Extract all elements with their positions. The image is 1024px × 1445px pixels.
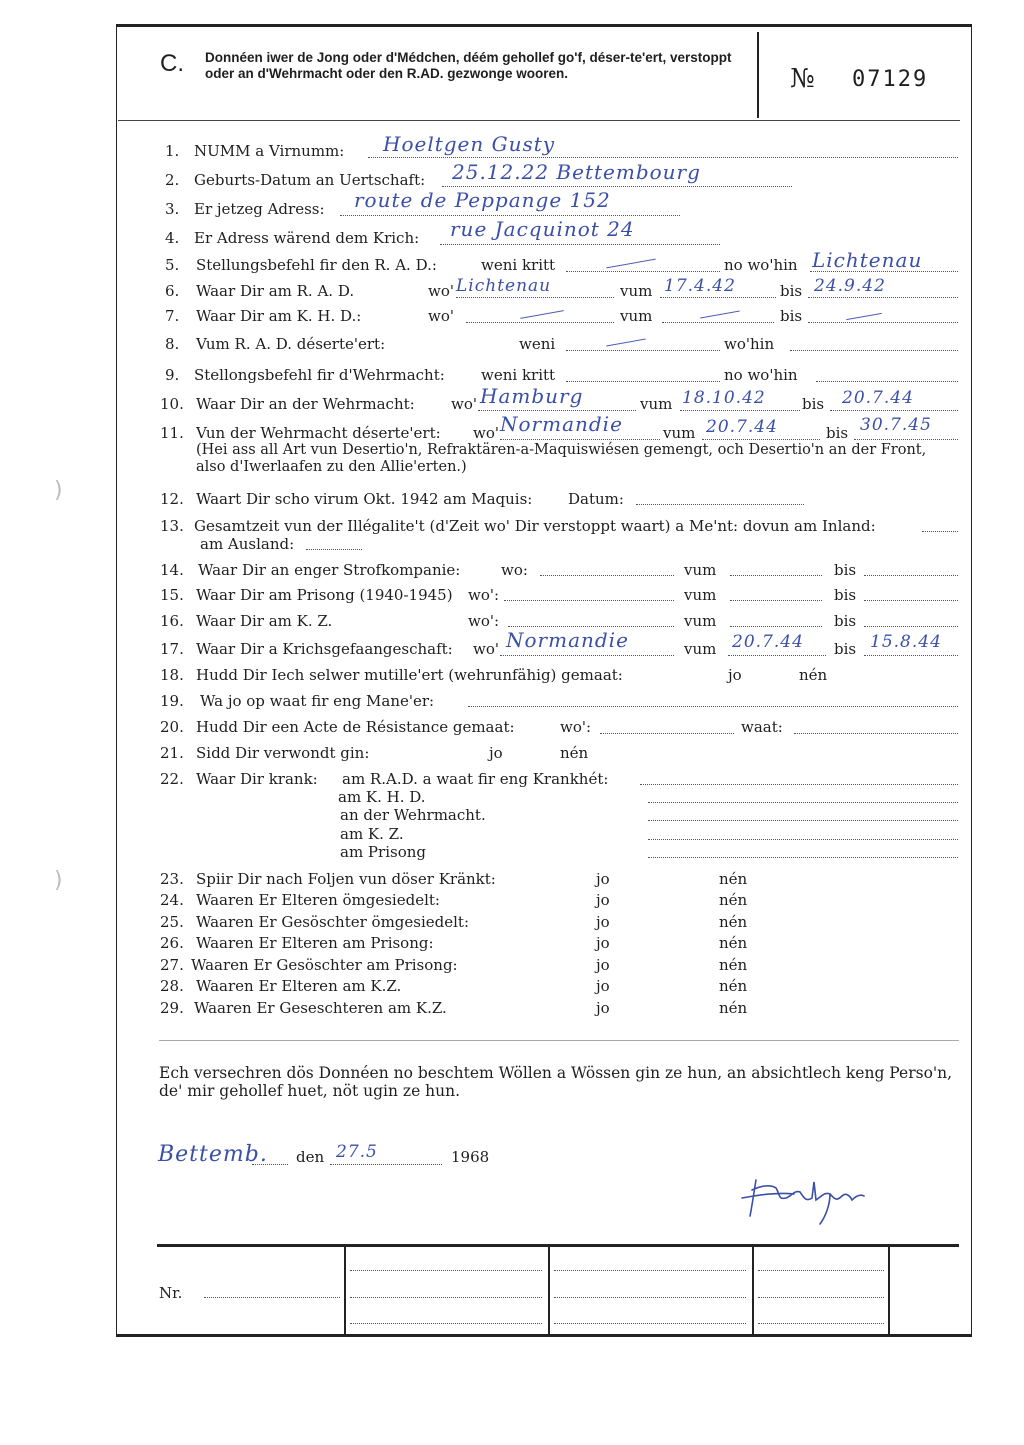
- binder-hole-mark: ): [54, 868, 63, 893]
- label-no-wohin: no wo'hin: [724, 256, 798, 274]
- item-number: 7.: [165, 307, 180, 325]
- handwritten-wehrmacht-place: Hamburg: [480, 384, 584, 408]
- label-sick-kz: am K. Z.: [340, 825, 404, 843]
- field-line: [854, 439, 958, 440]
- item-number: 27.: [160, 956, 184, 974]
- item-number: 15.: [160, 586, 184, 604]
- document-number: 07129: [852, 67, 929, 92]
- label-bis: bis: [834, 561, 857, 579]
- option-jo: jo: [596, 956, 610, 974]
- label-address: Er jetzeg Adress:: [194, 200, 325, 218]
- handwritten-pow-from: 20.7.44: [732, 632, 804, 652]
- handwritten-pow-to: 15.8.44: [870, 632, 942, 652]
- field-line: [600, 733, 734, 734]
- field-line: [636, 504, 804, 505]
- field-line: [566, 381, 720, 382]
- item-number: 14.: [160, 561, 184, 579]
- label-resistance: Hudd Dir een Acte de Résistance gemaat:: [196, 718, 515, 736]
- label-wo: wo': [428, 282, 454, 300]
- field-line: [340, 215, 680, 216]
- label-waat: waat:: [741, 718, 783, 736]
- handwritten-war-address: rue Jacquinot 24: [450, 217, 635, 241]
- field-line: [442, 186, 792, 187]
- label-pow: Waar Dir a Krichsgefaangeschaft:: [196, 640, 453, 658]
- label-wo: wo': [473, 424, 499, 442]
- field-line: [728, 655, 826, 656]
- label-vum: vum: [620, 282, 653, 300]
- section-rule: [159, 1040, 959, 1041]
- field-line: [790, 350, 958, 351]
- handwritten-desert-to: 30.7.45: [860, 415, 932, 435]
- item-number: 4.: [165, 229, 180, 247]
- label-bis: bis: [780, 307, 803, 325]
- item-number: 1.: [165, 142, 180, 160]
- label-wo: wo': [428, 307, 454, 325]
- label-rad-desert: Vum R. A. D. déserte'ert:: [196, 335, 386, 353]
- item-number: 5.: [165, 256, 180, 274]
- item-number: 25.: [160, 913, 184, 931]
- field-line: [648, 820, 958, 821]
- option-nen: nén: [719, 934, 748, 952]
- item-number: 24.: [160, 891, 184, 909]
- option-jo: jo: [596, 913, 610, 931]
- option-jo: jo: [596, 934, 610, 952]
- label-wo: wo':: [468, 612, 500, 630]
- field-line: [478, 410, 636, 411]
- field-line: [368, 157, 958, 158]
- handwritten-wehrmacht-to: 20.7.44: [842, 388, 914, 408]
- label-wo: wo':: [560, 718, 592, 736]
- item-number: 8.: [165, 335, 180, 353]
- field-line: [554, 1270, 746, 1271]
- option-nen: nén: [719, 999, 748, 1017]
- item-number: 9.: [165, 366, 180, 384]
- label-vum: vum: [620, 307, 653, 325]
- item-number: 29.: [160, 999, 184, 1017]
- label-maquis: Waart Dir scho virum Okt. 1942 am Maquis:: [196, 490, 533, 508]
- item-number: 12.: [160, 490, 184, 508]
- label-parents-resettled: Waaren Er Elteren ömgesiedelt:: [196, 891, 440, 909]
- item-number: 19.: [160, 692, 184, 710]
- label-datum: Datum:: [568, 490, 624, 508]
- field-line: [794, 733, 958, 734]
- field-line: [330, 1164, 442, 1165]
- label-weni-kritt: weni kritt: [481, 366, 556, 384]
- label-wohin: wo'hin: [724, 335, 775, 353]
- item-number: 6.: [165, 282, 180, 300]
- field-line: [306, 549, 362, 550]
- field-line: [680, 410, 800, 411]
- label-wehrmacht-desert: Vun der Wehrmacht déserte'ert:: [196, 424, 441, 442]
- field-line: [554, 1297, 746, 1298]
- label-vum: vum: [663, 424, 696, 442]
- label-no-wohin: no wo'hin: [724, 366, 798, 384]
- table-bottom-rule: [116, 1334, 972, 1337]
- field-line: [808, 297, 958, 298]
- item-number: 17.: [160, 640, 184, 658]
- table-divider: [344, 1244, 346, 1336]
- item-number: 18.: [160, 666, 184, 684]
- item-number: 13.: [160, 517, 184, 535]
- option-nen: nén: [799, 666, 828, 684]
- field-line: [456, 297, 614, 298]
- option-nen: nén: [719, 977, 748, 995]
- label-vum: vum: [684, 586, 717, 604]
- label-prisong: Waar Dir am Prisong (1940-1945): [196, 586, 453, 604]
- handwritten-rad-to: 24.9.42: [814, 276, 886, 296]
- label-bis: bis: [780, 282, 803, 300]
- label-sick-khd: am K. H. D.: [338, 788, 426, 806]
- handwritten-place: Bettemb.: [158, 1142, 268, 1167]
- option-jo: jo: [596, 999, 610, 1017]
- label-siblings-resettled: Waaren Er Gesöschter ömgesiedelt:: [196, 913, 470, 931]
- field-line: [440, 244, 720, 245]
- field-line: [504, 600, 674, 601]
- field-line: [864, 575, 958, 576]
- binder-hole-mark: ): [54, 478, 63, 503]
- label-bis: bis: [834, 586, 857, 604]
- label-wo: wo':: [468, 586, 500, 604]
- field-line: [566, 350, 720, 351]
- label-khd: Waar Dir am K. H. D.:: [196, 307, 362, 325]
- handwritten-birth: 25.12.22 Bettembourg: [452, 160, 701, 184]
- label-vum: vum: [684, 561, 717, 579]
- label-parents-kz: Waaren Er Elteren am K.Z.: [196, 977, 402, 995]
- signing-year: 1968: [451, 1148, 490, 1166]
- field-line: [540, 575, 674, 576]
- handwritten-date: 27.5: [336, 1142, 378, 1162]
- field-line: [702, 439, 820, 440]
- field-line: [730, 600, 822, 601]
- label-bis: bis: [834, 612, 857, 630]
- field-line: [500, 655, 674, 656]
- label-parents-prison: Waaren Er Elteren am Prisong:: [196, 934, 434, 952]
- signature: [734, 1168, 870, 1228]
- label-manner: Wa jo op waat fir eng Mane'er:: [200, 692, 435, 710]
- field-line: [864, 655, 958, 656]
- label-siblings-kz: Waaren Er Geseschteren am K.Z.: [194, 999, 447, 1017]
- field-line: [730, 626, 822, 627]
- label-sick: Waar Dir krank:: [196, 770, 318, 788]
- field-line: [758, 1270, 884, 1271]
- field-line: [252, 1164, 288, 1165]
- field-line: [830, 410, 958, 411]
- header-rule: [118, 120, 960, 121]
- label-wo: wo': [473, 640, 499, 658]
- option-jo: jo: [596, 870, 610, 888]
- handwritten-desert-from: 20.7.44: [706, 417, 778, 437]
- field-line: [204, 1297, 340, 1298]
- item-number: 21.: [160, 744, 184, 762]
- field-line: [864, 600, 958, 601]
- label-war-address: Er Adress wärend dem Krich:: [194, 229, 420, 247]
- number-sign: №: [790, 64, 815, 94]
- field-line: [758, 1323, 884, 1324]
- label-rad-order: Stellungsbefehl fir den R. A. D.:: [196, 256, 437, 274]
- item-number: 28.: [160, 977, 184, 995]
- option-jo: jo: [728, 666, 742, 684]
- label-vum: vum: [640, 395, 673, 413]
- field-line: [730, 575, 822, 576]
- handwritten-rad-from: 17.4.42: [664, 276, 736, 296]
- field-line: [500, 439, 660, 440]
- header-divider: [757, 32, 759, 118]
- label-bis: bis: [834, 640, 857, 658]
- handwritten-wehrmacht-from: 18.10.42: [682, 388, 766, 408]
- item-number: 3.: [165, 200, 180, 218]
- item-number: 23.: [160, 870, 184, 888]
- table-divider: [888, 1244, 890, 1336]
- option-nen: nén: [719, 956, 748, 974]
- item-number: 2.: [165, 171, 180, 189]
- item-number: 11.: [160, 424, 184, 442]
- label-bis: bis: [802, 395, 825, 413]
- field-line: [554, 1323, 746, 1324]
- label-birth: Geburts-Datum an Uertschaft:: [194, 171, 426, 189]
- table-top-rule: [157, 1244, 959, 1247]
- field-line: [648, 857, 958, 858]
- item-number: 10.: [160, 395, 184, 413]
- label-weni-kritt: weni kritt: [481, 256, 556, 274]
- field-line: [350, 1323, 542, 1324]
- declaration-statement: Ech versechren dös Donnéen no beschtem Wöllen a Wössen gin ze hun, an absichtlech keng Perso'n, de' mir gehollef huet, nöt ugin ze hun.: [159, 1064, 953, 1100]
- label-sick-prisong: am Prisong: [340, 843, 426, 861]
- field-line: [508, 626, 674, 627]
- label-wo: wo': [451, 395, 477, 413]
- option-jo: jo: [596, 977, 610, 995]
- option-nen: nén: [719, 891, 748, 909]
- field-line: [808, 322, 958, 323]
- field-line: [466, 322, 614, 323]
- label-wounded: Sidd Dir verwondt gin:: [196, 744, 370, 762]
- label-illegality: Gesamtzeit vun der Illégalite't (d'Zeit wo' Dir verstoppt waart) a Me'nt: dovun am Inland:: [194, 517, 876, 535]
- label-den: den: [296, 1148, 325, 1166]
- label-name: NUMM a Virnumm:: [194, 142, 345, 160]
- handwritten-name: Hoeltgen Gusty: [383, 132, 556, 156]
- top-border: [116, 24, 972, 27]
- desertion-note: (Hei ass all Art vun Desertio'n, Refraktären-a-Maquiswiésen gemengt, och Desertio'n an der Front, also d'Iwerlaafen zu den Allie'erten.): [196, 442, 927, 475]
- label-sick-wehrmacht: an der Wehrmacht.: [340, 806, 486, 824]
- label-siblings-prison: Waaren Er Gesöschter am Prisong:: [191, 956, 458, 974]
- handwritten-desert-place: Normandie: [500, 412, 623, 436]
- label-sick-rad: am R.A.D. a waat fir eng Krankhét:: [342, 770, 609, 788]
- field-line: [648, 802, 958, 803]
- option-jo: jo: [489, 744, 503, 762]
- table-divider: [548, 1244, 550, 1336]
- item-number: 26.: [160, 934, 184, 952]
- field-line: [816, 381, 958, 382]
- label-wehrmacht-order: Stellongsbefehl fir d'Wehrmacht:: [194, 366, 445, 384]
- label-vum: vum: [684, 640, 717, 658]
- label-ausland: am Ausland:: [200, 535, 295, 553]
- label-kz: Waar Dir am K. Z.: [196, 612, 333, 630]
- item-number: 16.: [160, 612, 184, 630]
- option-nen: nén: [560, 744, 589, 762]
- section-letter: C.: [160, 50, 184, 77]
- handwritten-rad-location: Lichtenau: [456, 276, 552, 296]
- label-rad: Waar Dir am R. A. D.: [196, 282, 355, 300]
- label-vum: vum: [684, 612, 717, 630]
- option-nen: nén: [719, 870, 748, 888]
- label-wo: wo:: [501, 561, 528, 579]
- label-mutilated: Hudd Dir Iech selwer mutille'ert (wehrunfähig) gemaat:: [196, 666, 623, 684]
- field-line: [864, 626, 958, 627]
- option-nen: nén: [719, 913, 748, 931]
- field-line: [922, 531, 958, 532]
- field-line: [640, 784, 958, 785]
- label-nr: Nr.: [159, 1284, 183, 1302]
- field-line: [660, 297, 776, 298]
- field-line: [662, 322, 774, 323]
- label-consequences: Spiir Dir nach Foljen vun döser Kränkt:: [196, 870, 496, 888]
- field-line: [566, 271, 720, 272]
- table-divider: [752, 1244, 754, 1336]
- field-line: [758, 1297, 884, 1298]
- handwritten-pow-place: Normandie: [506, 628, 629, 652]
- section-title: Donnéen iwer de Jong oder d'Médchen, déém gehollef go'f, déser-te'ert, verstoppt oder an d'Wehrmacht oder den R.AD. gezwonge wooren.: [205, 50, 732, 81]
- label-weni: weni: [519, 335, 556, 353]
- item-number: 22.: [160, 770, 184, 788]
- field-line: [350, 1297, 542, 1298]
- option-jo: jo: [596, 891, 610, 909]
- handwritten-address: route de Peppange 152: [354, 188, 611, 212]
- label-strofkompanie: Waar Dir an enger Strofkompanie:: [198, 561, 461, 579]
- label-bis: bis: [826, 424, 849, 442]
- field-line: [468, 706, 958, 707]
- label-wehrmacht: Waar Dir an der Wehrmacht:: [196, 395, 415, 413]
- field-line: [648, 839, 958, 840]
- handwritten-rad-place: Lichtenau: [812, 248, 923, 272]
- field-line: [350, 1270, 542, 1271]
- item-number: 20.: [160, 718, 184, 736]
